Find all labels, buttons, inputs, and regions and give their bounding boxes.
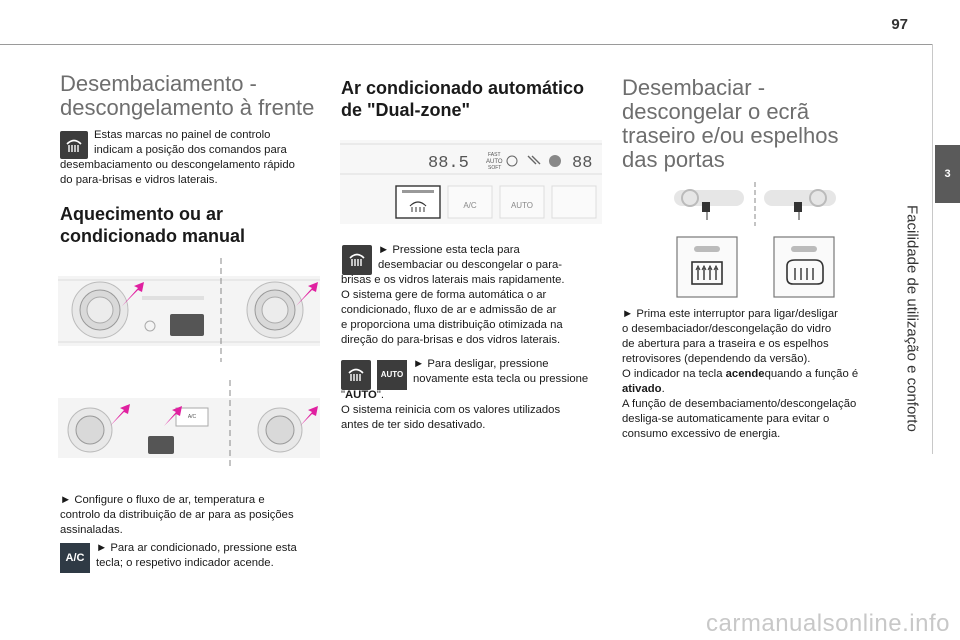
- rear-window-switch-icon[interactable]: [676, 236, 738, 298]
- text-line: retrovisores (dependendo da versão).: [622, 353, 811, 365]
- bullet-line: tecla; o respetivo indicador acende.: [96, 557, 274, 569]
- dual-zone-bullet-2-indented: [413, 357, 613, 387]
- indicator-ativado: ativado: [622, 383, 662, 395]
- top-rule: [0, 44, 932, 45]
- panel-auto: AUTO: [510, 201, 534, 210]
- front-defrost-title-line1: Desembaciamento -: [60, 71, 257, 96]
- bullet-line: brisas e os vidros laterais mais rapidamente.: [341, 274, 565, 286]
- dual-zone-panel-illustration: [340, 134, 602, 230]
- bullet-line: ► Configure o fluxo de ar, temperatura e: [60, 494, 265, 506]
- manual-heating-title-line1: Aquecimento ou ar: [60, 204, 224, 224]
- bullet-line: controlo da distribuição de ar para as posições: [60, 509, 294, 521]
- manual-heating-title-line2: condicionado manual: [60, 226, 246, 246]
- intro-text-indented: [94, 128, 334, 158]
- auto-word: AUTO: [345, 389, 377, 401]
- indicator-pre: O indicador na tecla: [622, 368, 726, 380]
- intro-text: [60, 158, 330, 188]
- indicator-period: .: [661, 383, 665, 395]
- watermark: carmanualsonline.info: [706, 610, 950, 637]
- bullet-line: condicionado, fluxo de ar e admissão de ar: [341, 304, 557, 316]
- panel-ac-label: A/C: [187, 414, 197, 420]
- text-line: ► Prima este interruptor para ligar/desligar: [622, 308, 838, 320]
- display-digits-left: 88.5: [428, 154, 469, 173]
- display-fast: FAST: [488, 152, 501, 158]
- dual-zone-title-line2: de "Dual-zone": [341, 100, 471, 120]
- side-rule: [932, 44, 933, 454]
- manual-panel-illustration-1: [58, 258, 320, 362]
- text-line: A função de desembaciamento/descongelação: [622, 398, 857, 410]
- chapter-title-text: Facilidade de utilização e conforto: [903, 205, 921, 432]
- bullet-line: antes de ter sido desativado.: [341, 419, 486, 431]
- auto-key-icon: AUTO: [377, 360, 407, 390]
- bullet-line: desembaciar ou descongelar o para-: [378, 259, 562, 271]
- manual-bullet-1: [60, 493, 330, 538]
- intro-line: do para-brisas e vidros laterais.: [60, 174, 218, 186]
- bullet-line: e proporciona uma distribuição otimizada na: [341, 319, 563, 331]
- page-number: 97: [891, 16, 908, 33]
- dual-zone-bullet-2: [341, 388, 611, 433]
- dual-zone-title-line1: Ar condicionado automático: [341, 78, 585, 98]
- display-auto: AUTO: [486, 159, 503, 165]
- text-line: [622, 382, 902, 397]
- bullet-line: O sistema reinicia com os valores utilizados: [341, 404, 561, 416]
- display-soft: SOFT: [488, 165, 502, 171]
- text-line: desliga-se automaticamente para evitar o: [622, 413, 830, 425]
- rear-defrost-title-line1: Desembaciar -: [622, 75, 766, 100]
- manual-heating-title: [60, 203, 330, 247]
- dual-zone-title: [341, 77, 611, 121]
- rear-defrost-title-line3: traseiro e/ou espelhos: [622, 123, 839, 148]
- text-line: de abertura para a traseira e os espelhos: [622, 338, 829, 350]
- rear-switch-location-illustration: [670, 182, 840, 226]
- rear-defrost-title-line2: descongelar o ecrã: [622, 99, 810, 124]
- intro-line: desembaciamento ou descongelamento rápido: [60, 159, 295, 171]
- front-defrost-title-line2: descongelamento à frente: [60, 95, 315, 120]
- bullet-line: ► Para ar condicionado, pressione esta: [96, 542, 297, 554]
- rear-defrost-title-line4: das portas: [622, 147, 725, 172]
- chapter-tab[interactable]: 3: [935, 145, 960, 203]
- dual-zone-bullet-1-indented: [378, 243, 608, 273]
- ac-key-icon: A/C: [60, 543, 90, 573]
- text-line: o desembaciador/descongelação do vidro: [622, 323, 832, 335]
- bullet-line: direção do para-brisas e dos vidros laterais.: [341, 334, 561, 346]
- text-line: consumo excessivo de energia.: [622, 428, 781, 440]
- intro-line: indicam a posição dos comandos para: [94, 144, 287, 156]
- front-defrost-title: [60, 72, 330, 120]
- bullet-line: O sistema gere de forma automática o ar: [341, 289, 547, 301]
- manual-bullet-2: [96, 541, 336, 571]
- intro-line: Estas marcas no painel de controlo: [94, 129, 271, 141]
- dual-zone-defrost-key-icon: [342, 245, 372, 275]
- manual-panel-illustration-2: [58, 380, 320, 470]
- dual-zone-bullet-1: [341, 273, 611, 348]
- panel-ac: A/C: [463, 201, 477, 210]
- quote-open: ": [341, 389, 346, 401]
- rear-defrost-title: [622, 76, 892, 172]
- bullet-line: ► Para desligar, pressione: [413, 358, 549, 370]
- mirror-defrost-switch-icon[interactable]: [773, 236, 835, 298]
- rear-defrost-text: [622, 307, 902, 442]
- bullet-line: [341, 388, 611, 403]
- indicator-acende: acende: [725, 368, 765, 380]
- bullet-line: novamente esta tecla ou pressione: [413, 373, 589, 385]
- defrost-key-icon-small: [341, 360, 371, 390]
- bullet-line: assinaladas.: [60, 524, 123, 536]
- quote-close: ".: [376, 389, 384, 401]
- bullet-line: ► Pressione esta tecla para: [378, 244, 520, 256]
- display-digits-right: 88: [572, 154, 593, 173]
- text-line: [622, 367, 902, 382]
- front-defrost-key-icon: [60, 131, 88, 159]
- indicator-post: quando a função é: [764, 368, 859, 380]
